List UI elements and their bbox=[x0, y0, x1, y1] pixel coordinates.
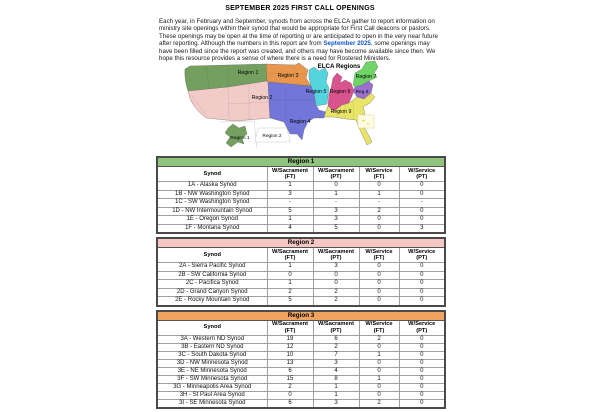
table-row bbox=[157, 182, 445, 191]
synod-cell: 3D - NW Minnesota Synod bbox=[157, 359, 267, 367]
value-cell: 0 bbox=[359, 224, 399, 233]
col-wsacrament-pt: W/Sacrament (PT) bbox=[313, 167, 359, 182]
value-cell: 3 bbox=[313, 399, 359, 408]
value-cell: 0 bbox=[399, 359, 445, 367]
value-cell: 0 bbox=[399, 391, 445, 399]
value-cell: 1 bbox=[267, 216, 313, 225]
value-cell: 0 bbox=[359, 263, 399, 272]
value-cell: 4 bbox=[267, 224, 313, 233]
map-label-region1: Region 1 bbox=[237, 70, 259, 76]
map-label-region6: Region 6 bbox=[329, 89, 351, 95]
value-cell: 1 bbox=[313, 383, 359, 391]
value-cell: 0 bbox=[399, 399, 445, 408]
value-cell: 3 bbox=[313, 207, 359, 216]
caribbean-inset-box bbox=[358, 115, 374, 128]
value-cell: 1 bbox=[359, 375, 399, 383]
map-label-region7: Region 7 bbox=[355, 74, 377, 80]
table-row bbox=[157, 280, 445, 289]
region3-table bbox=[156, 310, 446, 409]
table-row bbox=[157, 351, 445, 359]
table-row bbox=[157, 399, 445, 408]
col-synod: Synod bbox=[157, 320, 267, 335]
value-cell: 0 bbox=[359, 288, 399, 297]
synod-cell: 3G - Minneapolis Area Synod bbox=[157, 383, 267, 391]
value-cell: 4 bbox=[313, 367, 359, 375]
value-cell: 0 bbox=[359, 383, 399, 391]
synod-cell: 3A - Western ND Synod bbox=[157, 335, 267, 343]
synod-cell: 3F - SW Minnesota Synod bbox=[157, 375, 267, 383]
value-cell: 3 bbox=[313, 216, 359, 225]
value-cell: 6 bbox=[313, 335, 359, 343]
column-header-row bbox=[157, 248, 445, 263]
synod-cell: 1A - Alaska Synod bbox=[157, 182, 267, 191]
value-cell: - bbox=[359, 199, 399, 208]
value-cell: 0 bbox=[399, 375, 445, 383]
value-cell: 0 bbox=[313, 280, 359, 289]
value-cell: - bbox=[313, 199, 359, 208]
col-wservice-ft: W/Service (FT) bbox=[359, 320, 399, 335]
value-cell: 0 bbox=[399, 297, 445, 306]
col-wservice-ft: W/Service (FT) bbox=[359, 167, 399, 182]
value-cell: 10 bbox=[267, 351, 313, 359]
value-cell: 2 bbox=[359, 335, 399, 343]
table-row bbox=[157, 359, 445, 367]
table-row bbox=[157, 190, 445, 199]
value-cell: 0 bbox=[359, 391, 399, 399]
table-row bbox=[157, 335, 445, 343]
col-wservice-ft: W/Service (FT) bbox=[359, 248, 399, 263]
value-cell: 8 bbox=[313, 375, 359, 383]
value-cell: 0 bbox=[359, 182, 399, 191]
synod-cell: 1C - SW Washington Synod bbox=[157, 199, 267, 208]
table-row bbox=[157, 207, 445, 216]
intro-line: Each year, in February and September, synods from across the ELCA gather to report information on bbox=[159, 18, 435, 25]
synod-cell: 3B - Eastern ND Synod bbox=[157, 343, 267, 351]
region2-header: Region 2 bbox=[157, 238, 445, 248]
caribbean-island bbox=[367, 123, 369, 125]
value-cell: 2 bbox=[267, 288, 313, 297]
value-cell: 1 bbox=[267, 280, 313, 289]
synod-cell: 3E - NE Minnesota Synod bbox=[157, 367, 267, 375]
synod-cell: 1D - NW Intermountain Synod bbox=[157, 207, 267, 216]
value-cell: 3 bbox=[313, 263, 359, 272]
value-cell: 0 bbox=[359, 343, 399, 351]
synod-cell: 3C - South Dakota Synod bbox=[157, 351, 267, 359]
column-header-row bbox=[157, 167, 445, 182]
value-cell: 0 bbox=[267, 391, 313, 399]
synod-cell: 3I - SE Minnesota Synod bbox=[157, 399, 267, 408]
col-wsacrament-ft: W/Sacrament (FT) bbox=[267, 320, 313, 335]
value-cell: 13 bbox=[267, 359, 313, 367]
value-cell: 0 bbox=[399, 207, 445, 216]
col-wsacrament-pt: W/Sacrament (PT) bbox=[313, 320, 359, 335]
value-cell: 2 bbox=[313, 297, 359, 306]
value-cell: 5 bbox=[267, 207, 313, 216]
table-row bbox=[157, 216, 445, 225]
value-cell: 0 bbox=[359, 367, 399, 375]
value-cell: - bbox=[267, 199, 313, 208]
map-label-region4: Region 4 bbox=[289, 119, 311, 125]
map-title: ELCA Regions bbox=[317, 63, 361, 70]
value-cell: 5 bbox=[267, 297, 313, 306]
table-row bbox=[157, 375, 445, 383]
value-cell: 0 bbox=[399, 288, 445, 297]
intro-line: ministry site openings within their synod that would be appropriate for First Call deacons or pastors. bbox=[159, 25, 431, 33]
value-cell: 19 bbox=[267, 335, 313, 343]
col-wservice-pt: W/Service (PT) bbox=[399, 320, 445, 335]
col-wservice-pt: W/Service (PT) bbox=[399, 248, 445, 263]
table-row bbox=[157, 199, 445, 208]
col-wsacrament-pt: W/Sacrament (PT) bbox=[313, 248, 359, 263]
value-cell: 3 bbox=[399, 224, 445, 233]
intro-line: after reporting. Although the numbers in this report are from September 2025, some openings may bbox=[159, 40, 430, 48]
table-row bbox=[157, 288, 445, 297]
value-cell: 15 bbox=[267, 375, 313, 383]
region2-table bbox=[156, 237, 446, 307]
value-cell: 0 bbox=[399, 335, 445, 343]
value-cell: 3 bbox=[267, 190, 313, 199]
map-label-alaska: Region 1 bbox=[230, 136, 250, 141]
region1-table bbox=[156, 156, 446, 234]
value-cell: 0 bbox=[399, 383, 445, 391]
synod-cell: 1B - NW Washington Synod bbox=[157, 190, 267, 199]
value-cell: 6 bbox=[267, 367, 313, 375]
col-synod: Synod bbox=[157, 167, 267, 182]
elca-regions-map bbox=[176, 60, 380, 154]
col-wsacrament-ft: W/Sacrament (FT) bbox=[267, 167, 313, 182]
value-cell: 2 bbox=[359, 399, 399, 408]
synod-cell: 1E - Oregon Synod bbox=[157, 216, 267, 225]
value-cell: 0 bbox=[399, 280, 445, 289]
col-wservice-pt: W/Service (PT) bbox=[399, 167, 445, 182]
synod-cell: 2C - Pacifica Synod bbox=[157, 280, 267, 289]
table-row bbox=[157, 343, 445, 351]
table-row bbox=[157, 391, 445, 399]
value-cell: 2 bbox=[313, 343, 359, 351]
value-cell: 6 bbox=[267, 399, 313, 408]
table-row bbox=[157, 263, 445, 272]
report-date-highlight: September 2025 bbox=[323, 40, 371, 48]
value-cell: - bbox=[399, 199, 445, 208]
value-cell: 5 bbox=[313, 224, 359, 233]
map-label-region5: Region 5 bbox=[305, 89, 327, 95]
value-cell: 1 bbox=[267, 182, 313, 191]
col-synod: Synod bbox=[157, 248, 267, 263]
value-cell: 1 bbox=[313, 391, 359, 399]
col-wsacrament-ft: W/Sacrament (FT) bbox=[267, 248, 313, 263]
value-cell: 0 bbox=[359, 297, 399, 306]
column-header-row bbox=[157, 320, 445, 335]
map-label-hawaii: Region 2 bbox=[262, 134, 282, 139]
value-cell: 2 bbox=[313, 288, 359, 297]
value-cell: 0 bbox=[399, 367, 445, 375]
synod-cell: 2E - Rocky Mountain Synod bbox=[157, 297, 267, 306]
value-cell: 0 bbox=[359, 216, 399, 225]
value-cell: 0 bbox=[267, 271, 313, 280]
value-cell: 0 bbox=[313, 271, 359, 280]
synod-tables bbox=[156, 156, 444, 412]
value-cell: 0 bbox=[359, 271, 399, 280]
synod-cell: 1F - Montana Synod bbox=[157, 224, 267, 233]
value-cell: 1 bbox=[359, 351, 399, 359]
intro-line: have been filled since the report was created, and others may have become available since then. We bbox=[159, 47, 436, 55]
value-cell: 0 bbox=[359, 359, 399, 367]
map-label-region8: Reg 8 bbox=[355, 90, 369, 95]
value-cell: 2 bbox=[359, 207, 399, 216]
caribbean-island bbox=[362, 120, 365, 122]
synod-cell: 2B - SW California Synod bbox=[157, 271, 267, 280]
table-row bbox=[157, 271, 445, 280]
value-cell: 0 bbox=[399, 190, 445, 199]
page-title: SEPTEMBER 2025 FIRST CALL OPENINGS bbox=[225, 5, 375, 12]
value-cell: 3 bbox=[313, 359, 359, 367]
region3-header: Region 3 bbox=[157, 311, 445, 321]
value-cell: 7 bbox=[313, 351, 359, 359]
intro-paragraph bbox=[159, 18, 445, 62]
value-cell: 1 bbox=[359, 190, 399, 199]
value-cell: 0 bbox=[359, 280, 399, 289]
value-cell: 0 bbox=[399, 351, 445, 359]
us-regions-map-image bbox=[176, 60, 380, 154]
value-cell: 0 bbox=[399, 216, 445, 225]
map-label-region9: Region 9 bbox=[330, 109, 352, 115]
region1-header: Region 1 bbox=[157, 157, 445, 167]
value-cell: 0 bbox=[399, 271, 445, 280]
map-label-region2: Region 2 bbox=[251, 95, 273, 101]
value-cell: 1 bbox=[267, 263, 313, 272]
value-cell: 2 bbox=[267, 383, 313, 391]
table-row bbox=[157, 367, 445, 375]
table-row bbox=[157, 297, 445, 306]
value-cell: 0 bbox=[399, 263, 445, 272]
intro-line: These openings may be open at the time of reporting or are anticipated to open in the very near future bbox=[159, 32, 438, 40]
value-cell: 0 bbox=[313, 182, 359, 191]
intro-line: hope this resource provides a sense of where there is a need for Rostered Ministers. bbox=[159, 55, 391, 63]
synod-cell: 2A - Sierra Pacific Synod bbox=[157, 263, 267, 272]
value-cell: 0 bbox=[399, 182, 445, 191]
value-cell: 1 bbox=[313, 190, 359, 199]
table-row bbox=[157, 224, 445, 233]
value-cell: 0 bbox=[399, 343, 445, 351]
map-label-region3: Region 3 bbox=[277, 73, 299, 79]
table-row bbox=[157, 383, 445, 391]
synod-cell: 3H - St Paul Area Synod bbox=[157, 391, 267, 399]
value-cell: 12 bbox=[267, 343, 313, 351]
synod-cell: 2D - Grand Canyon Synod bbox=[157, 288, 267, 297]
